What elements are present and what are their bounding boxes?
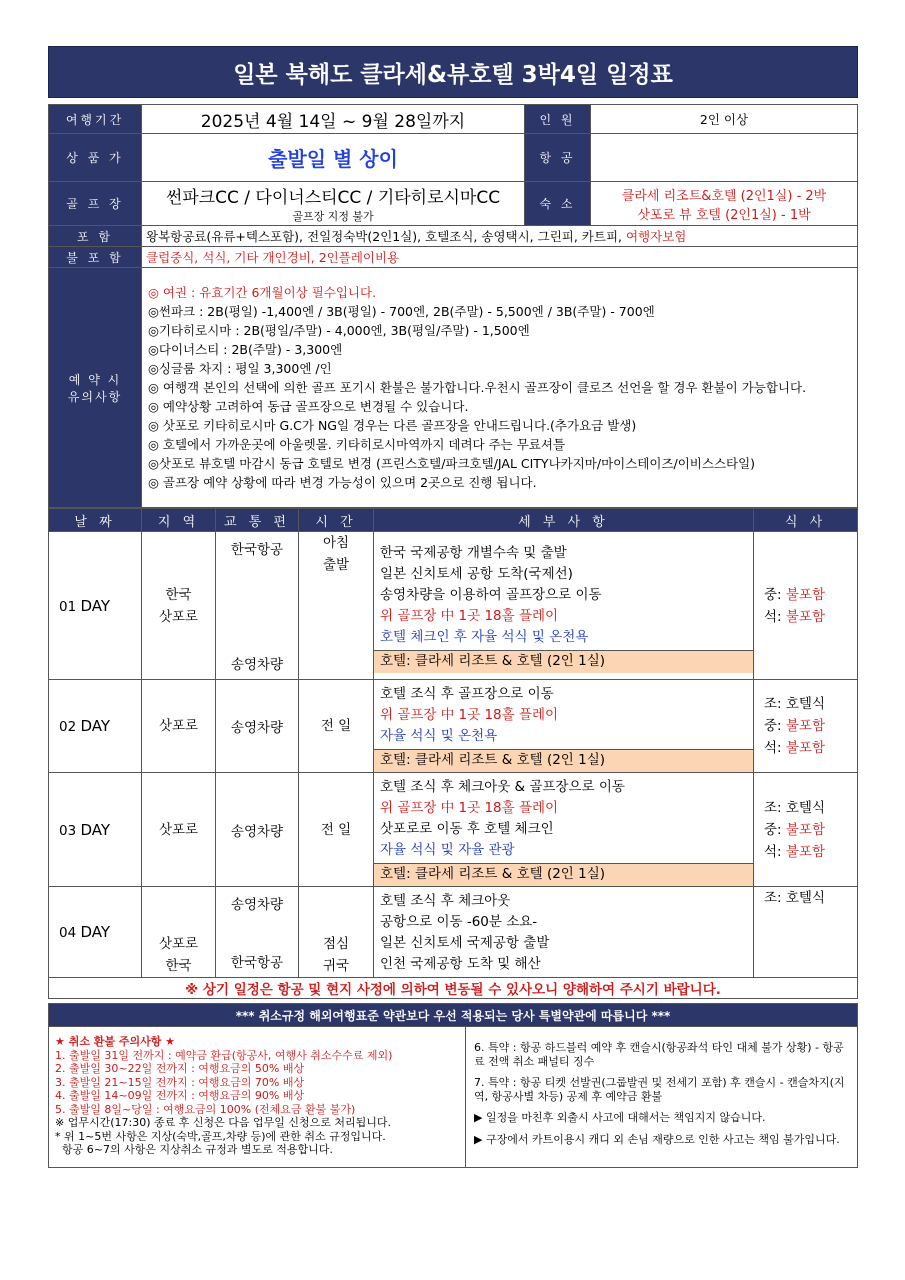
price-value: 출발일 별 상이 bbox=[142, 134, 525, 182]
cancellation-right bbox=[466, 1027, 857, 1167]
note-item: ◎기타히로시마 : 2B(평일/주말) - 4,000엔, 3B(평일/주말) - 1,500엔 bbox=[148, 323, 530, 338]
cancel-rule: 2. 출발일 30~22일 전까지 : 여행요금의 50% 배상 bbox=[55, 1062, 305, 1075]
golf-cell bbox=[142, 182, 525, 226]
day-label bbox=[49, 532, 142, 680]
notes-label bbox=[49, 268, 142, 508]
transport: 한국항공 bbox=[230, 955, 284, 971]
detail-line: 한국 국제공항 개별수속 및 출발 bbox=[380, 544, 567, 561]
note-item: ◎삿포로 뷰호텔 마감시 동급 호텔로 변경 (프린스호텔/파크호텔/JAL CITY나카지마/마이스테이즈/이비스스타일) bbox=[148, 456, 756, 471]
cancel-rule: 4. 출발일 14~09일 전까지 : 여행요금의 90% 배상 bbox=[55, 1089, 305, 1102]
include-insurance: 여행자보험 bbox=[625, 229, 687, 244]
period-label: 여행기간 bbox=[49, 105, 142, 134]
period-value: 2025년 4월 14일 ~ 9월 28일까지 bbox=[142, 105, 525, 134]
schedule-table bbox=[48, 508, 858, 999]
day-unit: DAY bbox=[80, 596, 111, 615]
golf-label: 골 프 장 bbox=[49, 182, 142, 226]
schedule-header-cell: 세 부 사 항 bbox=[374, 509, 754, 532]
meal bbox=[764, 841, 853, 863]
transport-cell bbox=[216, 887, 299, 978]
hotel-label: 숙 소 bbox=[525, 182, 591, 226]
detail-list bbox=[374, 887, 753, 977]
meal-label: 석: bbox=[764, 843, 786, 860]
schedule-header-cell: 날 짜 bbox=[49, 509, 142, 532]
time-cell bbox=[299, 532, 374, 680]
hotel-cell bbox=[591, 182, 858, 226]
detail-cell bbox=[374, 773, 754, 887]
hotel-line-2: 삿포로 뷰 호텔 (2인1실) - 1박 bbox=[637, 207, 811, 223]
meal-label: 조: bbox=[764, 890, 786, 906]
detail-list bbox=[374, 680, 753, 749]
day-row bbox=[49, 887, 858, 978]
golf-note: 골프장 지정 불가 bbox=[292, 210, 374, 223]
detail-line: 위 골프장 中 1곳 18홀 플레이 bbox=[380, 800, 559, 816]
meal-cell bbox=[754, 532, 858, 680]
day-row bbox=[49, 680, 858, 773]
time: 전 일 bbox=[320, 718, 352, 734]
meal-value: 호텔식 bbox=[785, 799, 826, 816]
schedule-header-cell: 교 통 편 bbox=[216, 509, 299, 532]
transport: 한국항공 bbox=[230, 542, 284, 558]
meal-label: 중: bbox=[764, 821, 786, 838]
meal-label: 조: bbox=[764, 696, 786, 712]
meal-cell bbox=[754, 680, 858, 773]
airline-value bbox=[591, 134, 858, 182]
schedule-notice: ※ 상기 일정은 항공 및 현지 사정에 의하여 변동될 수 있사오니 양해하여 주시기 바랍니다. bbox=[49, 978, 858, 999]
detail-line: 호텔 조식 후 체크아웃 & 골프장으로 이동 bbox=[380, 779, 625, 795]
note-item: ◎ 예약상황 고려하여 동급 골프장으로 변경될 수 있습니다. bbox=[148, 399, 469, 414]
detail-list bbox=[374, 539, 753, 650]
day-number: 03 bbox=[59, 822, 77, 839]
airline-label: 항 공 bbox=[525, 134, 591, 182]
meal bbox=[764, 797, 853, 819]
time-cell bbox=[299, 680, 374, 773]
day-number: 04 bbox=[59, 925, 77, 941]
include-cell bbox=[142, 226, 858, 247]
day-row bbox=[49, 532, 858, 680]
detail-line: 호텔 조식 후 골프장으로 이동 bbox=[380, 686, 554, 702]
region: 삿포로 bbox=[158, 821, 199, 838]
meal-value: 불포함 bbox=[785, 586, 826, 603]
detail-cell bbox=[374, 532, 754, 680]
transport: 송영차량 bbox=[230, 823, 284, 840]
meal-label: 조: bbox=[764, 799, 786, 816]
hotel-line-1: 클라세 리조트&호텔 (2인1실) - 2박 bbox=[621, 188, 827, 204]
region: 한국 bbox=[165, 958, 192, 974]
cancellation-section bbox=[48, 1027, 858, 1168]
special-term: 7. 특약 : 항공 티켓 선발권(그룹발권 및 전세기 포함) 후 캔슬시 - 캔슬차지(지역, 항공사별 차등) 공제 후 예약금 환불 bbox=[474, 1076, 845, 1103]
meal bbox=[764, 819, 853, 841]
note-item: ◎ 삿포로 키타히로시마 G.C가 NG일 경우는 다른 골프장을 안내드립니다.(추가요금 발생) bbox=[148, 418, 637, 433]
note-item: ◎다이너스티 : 2B(주말) - 3,300엔 bbox=[148, 342, 343, 357]
day-unit: DAY bbox=[80, 717, 111, 735]
time-cell bbox=[299, 773, 374, 887]
cancel-note: 항공 6~7의 사항은 지상취소 규정과 별도로 적용합니다. bbox=[55, 1143, 333, 1156]
time: 점심 bbox=[322, 936, 350, 952]
special-term: ▶ 구장에서 카트이용시 캐디 외 손님 재량으로 인한 사고는 책임 불가입니다. bbox=[474, 1132, 840, 1146]
detail-line: 호텔 체크인 후 자율 석식 및 온천욕 bbox=[380, 628, 589, 645]
detail-line: 자율 석식 및 자율 관광 bbox=[380, 842, 515, 858]
time: 귀국 bbox=[322, 958, 350, 974]
hotel-line: 호텔: 클라세 리조트 & 호텔 (2인 1실) bbox=[374, 650, 753, 673]
region: 삿포로 bbox=[158, 718, 199, 734]
day-label bbox=[49, 680, 142, 773]
special-term: 6. 특약 : 항공 하드블럭 예약 후 캔슬시(항공좌석 타인 대체 불가 상황) - 항공료 전액 취소 패널티 징수 bbox=[474, 1041, 844, 1068]
detail-cell bbox=[374, 887, 754, 978]
detail-line: 일본 신치토세 공항 도착(국제선) bbox=[380, 565, 573, 582]
cancel-rule: 1. 출발일 31일 전까지 : 예약금 환급(항공사, 여행사 취소수수료 제외) bbox=[55, 1048, 393, 1062]
exclude-label: 불 포 함 bbox=[49, 247, 142, 268]
detail-line: 송영차량을 이용하여 골프장으로 이동 bbox=[380, 586, 602, 603]
detail-line: 자율 석식 및 온천욕 bbox=[380, 728, 498, 744]
cancel-rule: 3. 출발일 21~15일 전까지 : 여행요금의 70% 배상 bbox=[55, 1075, 305, 1089]
cancel-note: * 위 1~5번 사항은 지상(숙박,골프,차량 등)에 관한 취소 규정입니다. bbox=[55, 1129, 386, 1143]
meal-label: 중: bbox=[764, 586, 786, 603]
cancellation-rule-bar: *** 취소규정 해외여행표준 약관보다 우선 적용되는 당사 특별약관에 따릅니다 *** bbox=[48, 1003, 858, 1027]
day-label bbox=[49, 773, 142, 887]
transport: 송영차량 bbox=[230, 720, 284, 736]
special-term: ▶ 일정을 마친후 외출시 사고에 대해서는 책임지지 않습니다. bbox=[474, 1111, 766, 1124]
region-cell bbox=[142, 532, 216, 680]
note-item: ◎싱글룸 차지 : 평일 3,300엔 /인 bbox=[148, 361, 332, 376]
note-item: ◎ 호텔에서 가까운곳에 아울렛몰. 키타히로시마역까지 데려다 주는 무료셔틀 bbox=[148, 437, 566, 452]
notes-label-line-1: 예 약 시 bbox=[68, 372, 122, 387]
region-cell bbox=[142, 773, 216, 887]
meal bbox=[764, 584, 853, 606]
golf-value: 썬파크CC / 다이너스티CC / 기타히로시마CC bbox=[165, 188, 501, 208]
cancel-rule: 5. 출발일 8일~당일 : 여행요금의 100% (전체요금 환불 불가) bbox=[55, 1102, 356, 1116]
meal-cell bbox=[754, 887, 858, 978]
detail-list bbox=[374, 773, 753, 863]
exclude-value: 클럽중식, 석식, 기타 개인경비, 2인플레이비용 bbox=[142, 247, 858, 268]
schedule-header bbox=[49, 509, 858, 532]
meal-value: 불포함 bbox=[785, 718, 826, 734]
schedule-header-cell: 시 간 bbox=[299, 509, 374, 532]
hotel-line: 호텔: 클라세 리조트 & 호텔 (2인 1실) bbox=[374, 749, 753, 772]
detail-line: 삿포로로 이동 후 호텔 체크인 bbox=[380, 821, 554, 837]
page-title: 일본 북해도 클라세&뷰호텔 3박4일 일정표 bbox=[48, 46, 858, 98]
schedule-header-cell: 지 역 bbox=[142, 509, 216, 532]
detail-cell bbox=[374, 680, 754, 773]
meal-value: 불포함 bbox=[785, 740, 826, 756]
note-item: ◎ 여권 : 유효기간 6개월이상 필수입니다. bbox=[148, 285, 377, 300]
cancellation-left bbox=[49, 1027, 466, 1167]
meal-value: 불포함 bbox=[785, 821, 826, 838]
transport-cell bbox=[216, 532, 299, 680]
region: 삿포로 bbox=[158, 608, 199, 625]
meal bbox=[764, 693, 853, 715]
region: 삿포로 bbox=[158, 936, 199, 952]
meal-value: 불포함 bbox=[785, 608, 826, 625]
day-unit: DAY bbox=[80, 820, 111, 839]
people-label: 인 원 bbox=[525, 105, 591, 134]
time: 전 일 bbox=[320, 821, 352, 838]
day-unit: DAY bbox=[80, 923, 111, 941]
cancellation-title: ★ 취소 환불 주의사항 ★ bbox=[55, 1035, 176, 1048]
meal bbox=[764, 737, 853, 759]
time: 아침 bbox=[322, 535, 350, 551]
transport-cell bbox=[216, 680, 299, 773]
detail-line: 인천 국제공항 도착 및 해산 bbox=[380, 956, 541, 972]
note-item: ◎썬파크 : 2B(평일) -1,400엔 / 3B(평일) - 700엔, 2B(주말) - 5,500엔 / 3B(주말) - 700엔 bbox=[148, 304, 655, 319]
meal-value: 호텔식 bbox=[785, 696, 826, 712]
transport: 송영차량 bbox=[230, 657, 284, 673]
meal-value: 불포함 bbox=[785, 843, 826, 860]
detail-line: 호텔 조식 후 체크아웃 bbox=[380, 893, 511, 909]
hotel-line: 호텔: 클라세 리조트 & 호텔 (2인 1실) bbox=[374, 863, 753, 886]
transport-cell bbox=[216, 773, 299, 887]
info-table bbox=[48, 104, 858, 508]
meal bbox=[764, 715, 853, 737]
detail-line: 위 골프장 中 1곳 18홀 플레이 bbox=[380, 607, 559, 624]
meal-label: 석: bbox=[764, 608, 786, 625]
time-cell bbox=[299, 887, 374, 978]
region-cell bbox=[142, 887, 216, 978]
region-cell bbox=[142, 680, 216, 773]
people-value: 2인 이상 bbox=[591, 105, 858, 134]
cancel-note: ※ 업무시간(17:30) 종료 후 신청은 다음 업무일 신청으로 처리됩니다. bbox=[55, 1116, 391, 1129]
detail-line: 위 골프장 中 1곳 18홀 플레이 bbox=[380, 707, 559, 723]
region: 한국 bbox=[165, 586, 192, 603]
include-value: 왕복항공료(유류+텍스포함), 전일정숙박(2인1실), 호텔조식, 송영택시, 그린피, 카트피, bbox=[146, 229, 626, 244]
meal-value: 호텔식 bbox=[785, 890, 826, 906]
time: 출발 bbox=[322, 557, 350, 573]
meal bbox=[764, 606, 853, 628]
detail-line: 공항으로 이동 -60분 소요- bbox=[380, 914, 538, 930]
meal-label: 중: bbox=[764, 718, 786, 734]
price-label: 상 품 가 bbox=[49, 134, 142, 182]
transport: 송영차량 bbox=[230, 897, 284, 913]
schedule-header-cell: 식 사 bbox=[754, 509, 858, 532]
meal-label: 석: bbox=[764, 740, 786, 756]
detail-line: 일본 신치토세 국제공항 출발 bbox=[380, 935, 550, 951]
itinerary-sheet bbox=[48, 46, 858, 1168]
include-label: 포 함 bbox=[49, 226, 142, 247]
day-number: 01 bbox=[59, 598, 77, 615]
notes-list bbox=[142, 268, 858, 508]
note-item: ◎ 여행객 본인의 선택에 의한 골프 포기시 환불은 불가합니다.우천시 골프장이 클로즈 선언을 할 경우 환불이 가능합니다. bbox=[148, 380, 807, 395]
day-label bbox=[49, 887, 142, 978]
notes-label-line-2: 유의사항 bbox=[67, 389, 123, 404]
note-item: ◎ 골프장 예약 상황에 따라 변경 가능성이 있으며 2곳으로 진행 됩니다. bbox=[148, 475, 537, 490]
meal bbox=[764, 887, 853, 909]
day-row bbox=[49, 773, 858, 887]
day-number: 02 bbox=[59, 719, 77, 735]
meal-cell bbox=[754, 773, 858, 887]
